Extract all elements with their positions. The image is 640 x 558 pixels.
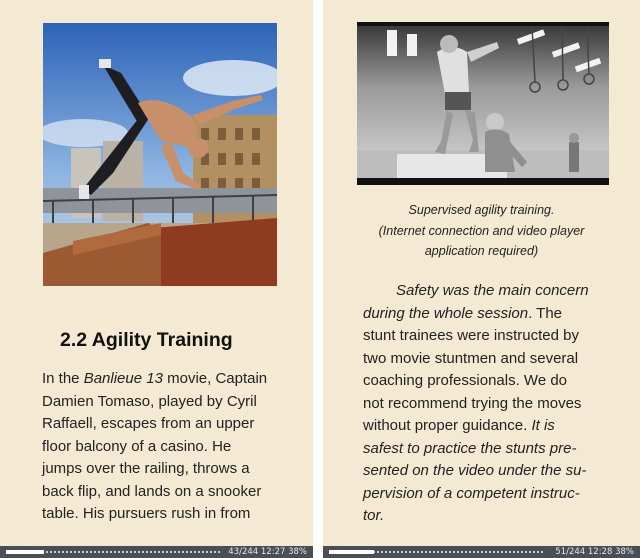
body-line <box>363 393 623 416</box>
video-caption <box>323 200 640 262</box>
italic-text: Safety was the main concern <box>396 282 589 299</box>
right-status-bar[interactable] <box>323 546 640 558</box>
caption-line: application required) <box>424 244 539 258</box>
parkour-backflip-photo <box>43 23 277 286</box>
left-body-text <box>42 368 288 526</box>
italic-text: pervision of a competent instruc- <box>363 484 580 502</box>
body-line <box>363 438 623 461</box>
body-line <box>363 325 623 348</box>
plain-text: not recommend trying the moves <box>363 394 582 412</box>
plain-text: Raffaell, escapes from an upper <box>42 415 255 432</box>
left-status-bar[interactable] <box>0 546 313 558</box>
body-line <box>363 505 623 528</box>
body-line <box>363 280 623 303</box>
right-progress-fill <box>329 550 374 554</box>
plain-text: two movie stuntmen and several <box>363 349 579 367</box>
left-progress-track[interactable] <box>6 551 222 553</box>
plain-text: In the <box>42 370 84 387</box>
body-line <box>42 503 288 526</box>
plain-text: . The <box>528 304 563 322</box>
italic-text: tor. <box>363 507 385 524</box>
caption-line: (Internet connection and video player <box>378 223 585 238</box>
body-line <box>363 460 623 483</box>
italic-text: safest to practice the stunts pre- <box>363 439 577 457</box>
body-line <box>363 483 623 506</box>
left-progress-fill <box>6 550 44 554</box>
right-body-text <box>363 280 623 528</box>
right-progress-track[interactable] <box>329 551 545 553</box>
plain-text: jumps over the railing, throws a <box>42 460 250 477</box>
caption-line: Supervised agility training. <box>408 203 555 217</box>
plain-text: table. His pursuers rush in from <box>42 505 251 522</box>
italic-text: sented on the video under the su- <box>363 462 587 479</box>
left-status-text: 43/244 12:27 38% <box>228 547 307 557</box>
video-thumbnail-photo[interactable] <box>357 22 609 185</box>
plain-text: without proper guidance. <box>363 417 532 434</box>
plain-text: back flip, and lands on a snooker <box>42 482 262 500</box>
body-line <box>363 370 623 393</box>
italic-text: It is <box>531 417 555 434</box>
section-heading: 2.2 Agility Training <box>60 329 233 351</box>
italic-text: Banlieue 13 <box>83 370 163 387</box>
right-status-text: 51/244 12:28 38% <box>555 547 634 557</box>
body-line <box>363 348 623 371</box>
body-line <box>42 481 288 504</box>
plain-text: floor balcony of a casino. He <box>42 437 232 455</box>
plain-text: movie, Captain <box>162 370 268 387</box>
italic-text: during the whole session <box>363 304 529 322</box>
body-line <box>42 436 288 459</box>
body-line <box>42 391 288 414</box>
body-line <box>363 303 623 326</box>
body-line <box>42 368 288 391</box>
body-line <box>42 458 288 481</box>
body-line <box>363 415 623 438</box>
plain-text: stunt trainees were instructed by <box>363 327 579 344</box>
body-line <box>42 413 288 436</box>
plain-text: coaching professionals. We do <box>363 372 568 389</box>
plain-text: Damien Tomaso, played by Cyril <box>42 392 257 410</box>
